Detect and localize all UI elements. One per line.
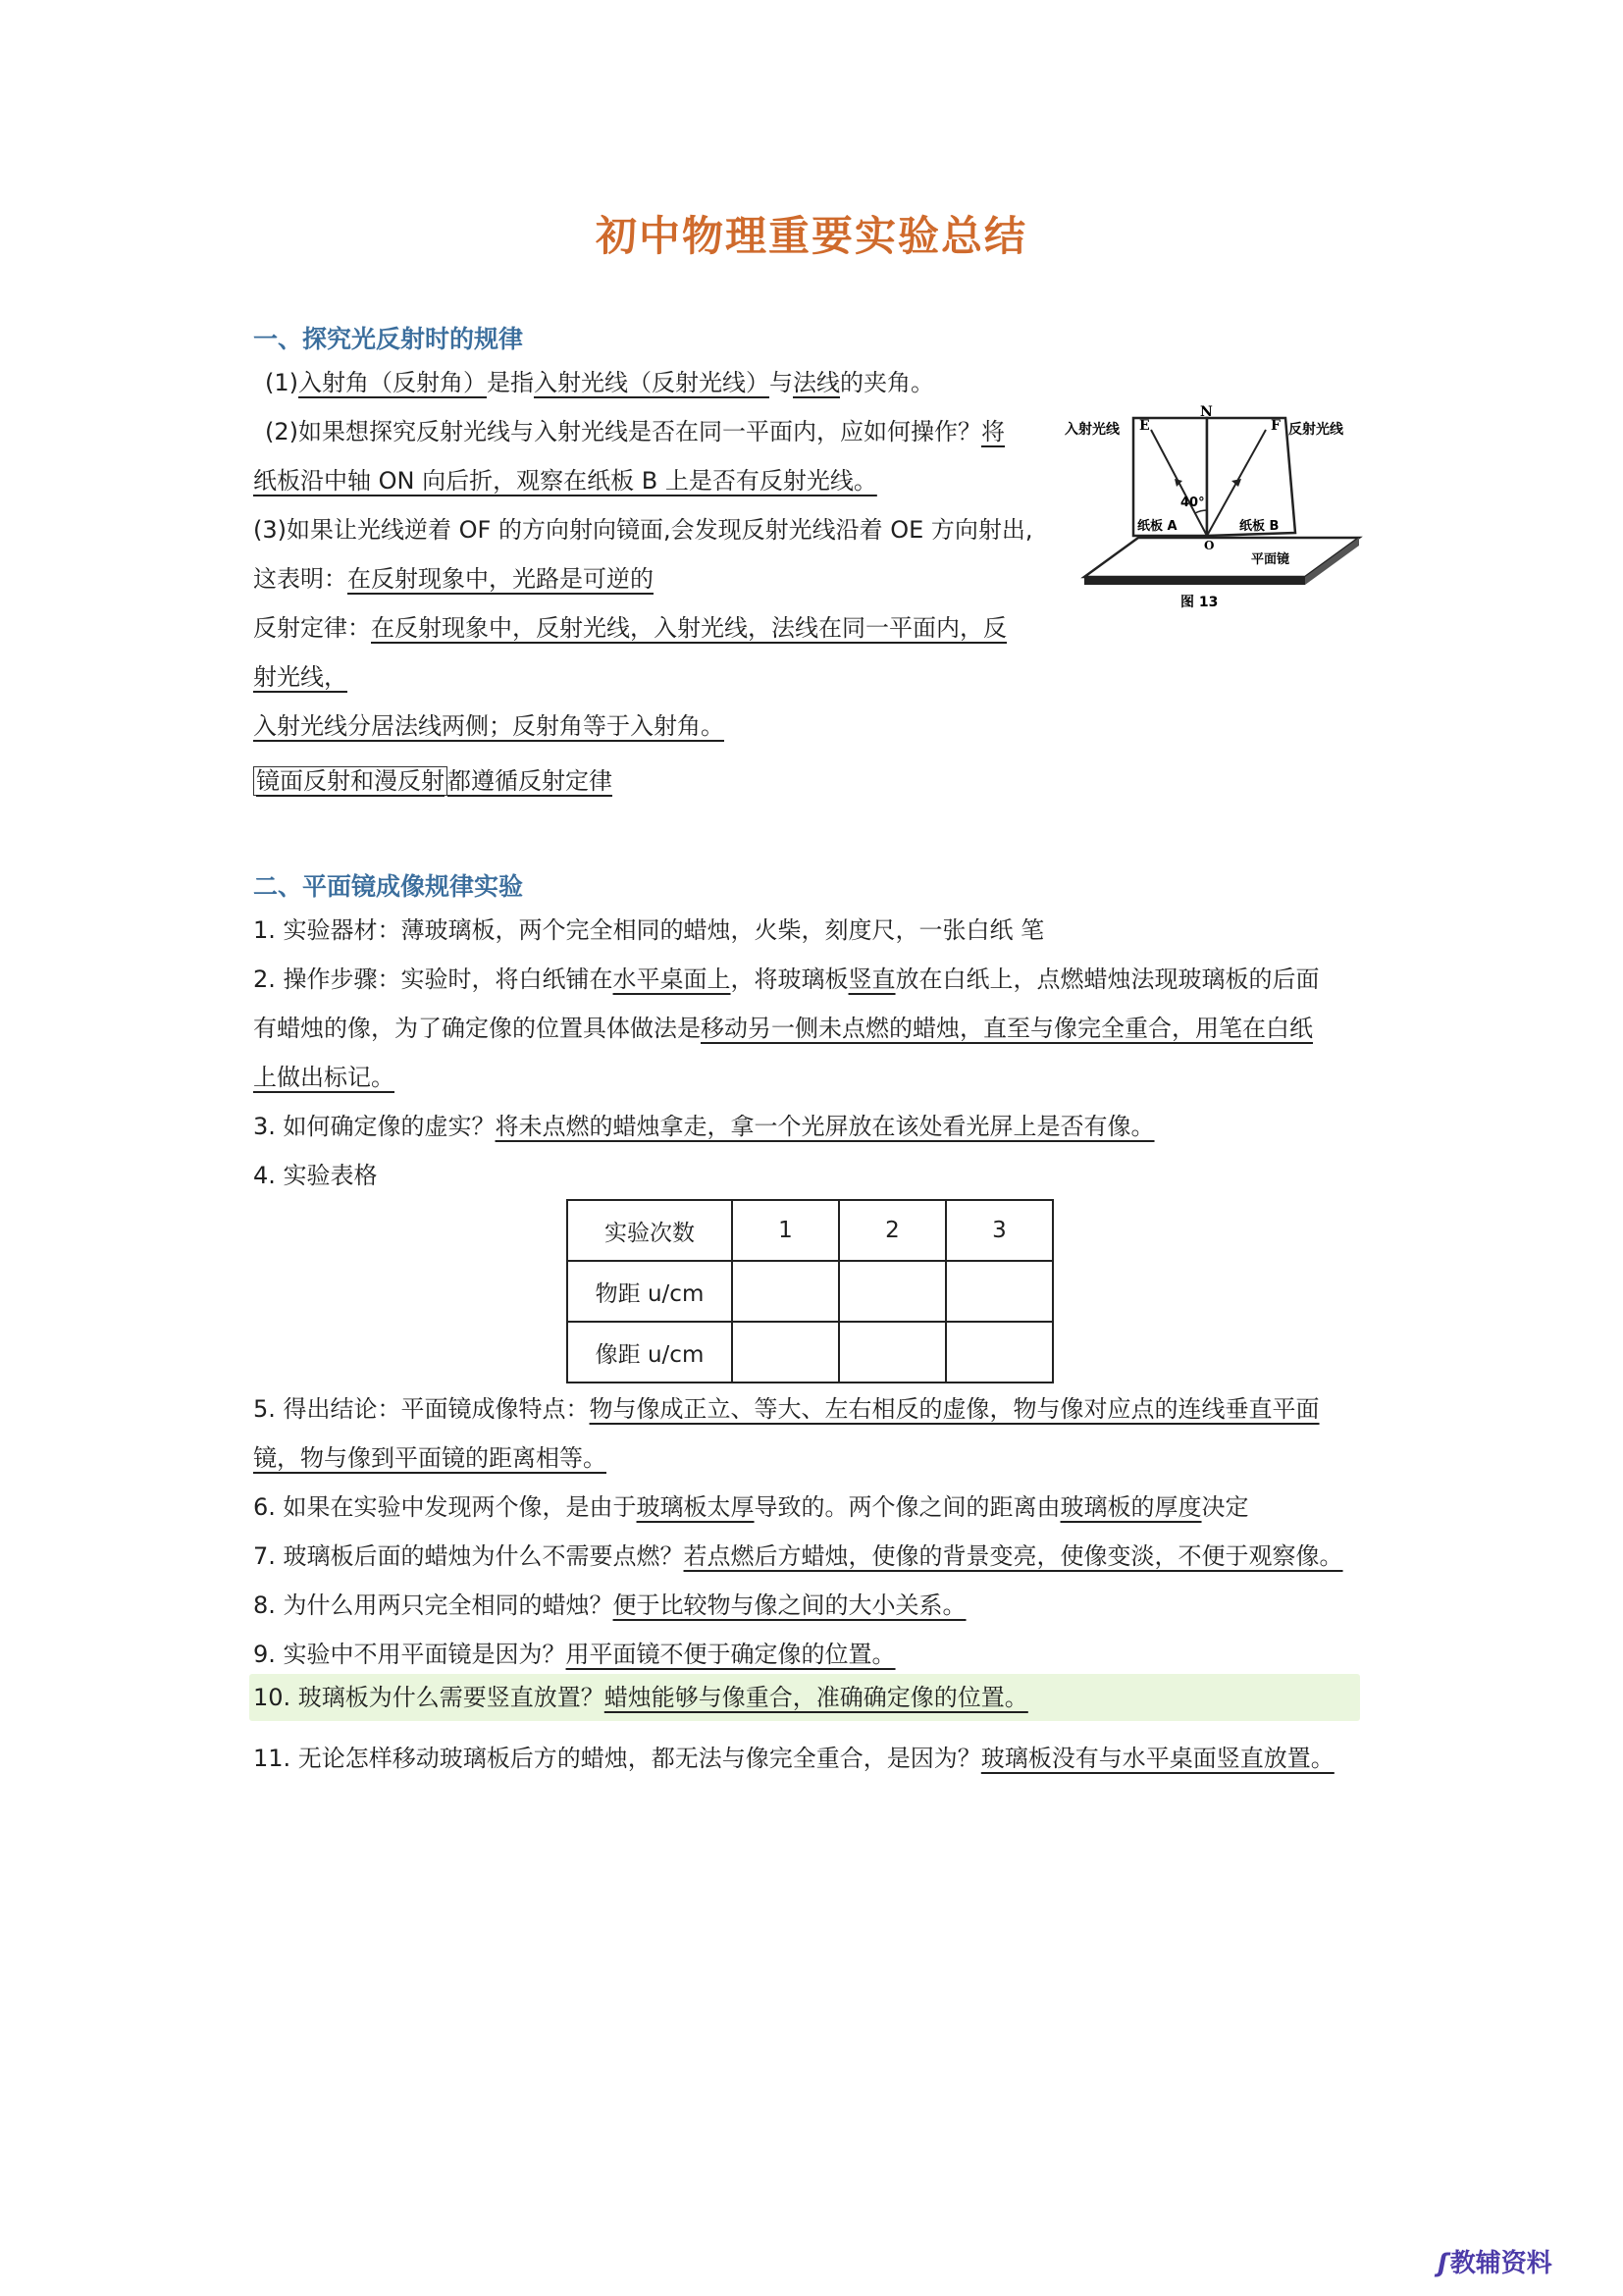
board-b-label: 纸板 B <box>1239 519 1280 534</box>
reflection-diagram <box>1065 400 1369 611</box>
s2-l9-e: 决定 <box>1201 1493 1249 1521</box>
table-header-cell: 1 <box>732 1200 839 1261</box>
s1-l9-a: 镜面反射和漫反射 <box>253 766 447 796</box>
table-row <box>567 1261 1053 1322</box>
table-cell <box>732 1261 839 1322</box>
s1-l1-e: 与 <box>769 369 793 396</box>
s1-l5-a: 这表明： <box>253 565 347 593</box>
s2-l8-a: 镜，物与像到平面镜的距离相等。 <box>253 1444 606 1472</box>
s2-line13 <box>253 1680 1028 1715</box>
s2-l5-b: 将未点燃的蜡烛拿走，拿一个光屏放在该处看光屏上是否有像。 <box>495 1113 1155 1140</box>
s1-l2-a: (2)如果想探究反射光线与入射光线是否在同一平面内，应如何操作？ <box>265 418 981 445</box>
mirror-front-edge <box>1084 577 1305 585</box>
angle-label: 40° <box>1180 496 1205 510</box>
s2-l14-a: 11. 无论怎样移动玻璃板后方的蜡烛，都无法与像完全重合，是因为？ <box>253 1745 981 1772</box>
label-e: E <box>1139 418 1150 434</box>
table-cell <box>946 1322 1053 1383</box>
s2-l14-b: 玻璃板没有与水平桌面竖直放置。 <box>980 1745 1335 1772</box>
table-row <box>567 1322 1053 1383</box>
s1-line3 <box>253 463 877 498</box>
s2-line10 <box>253 1539 1343 1574</box>
s2-l2-c: ，将玻璃板 <box>730 965 849 993</box>
s1-l6-a: 反射定律： <box>253 614 371 642</box>
section1-heading: 一、探究光反射时的规律 <box>253 325 524 353</box>
s1-l1-d: 入射光线（反射光线） <box>534 369 769 396</box>
s2-l11-b: 便于比较物与像之间的大小关系。 <box>612 1592 967 1619</box>
s2-l1-a: 1. 实验器材：薄玻璃板，两个完全相同的蜡烛，火柴，刻度尺，一张白纸 笔 <box>253 916 1045 944</box>
table-header-cell: 2 <box>839 1200 946 1261</box>
s1-l1-f: 法线 <box>793 369 840 396</box>
mirror-side-edge <box>1305 538 1359 585</box>
s1-line4 <box>253 512 1033 548</box>
s2-l6-a: 4. 实验表格 <box>253 1162 378 1189</box>
s2-l3-a: 有蜡烛的像，为了确定像的位置具体做法是 <box>253 1015 701 1042</box>
table-cell <box>732 1322 839 1383</box>
s2-l10-a: 7. 玻璃板后面的蜡烛为什么不需要点燃？ <box>253 1542 684 1570</box>
s2-l13-b: 蜡烛能够与像重合，准确确定像的位置。 <box>603 1684 1028 1711</box>
s2-l2-d: 竖直 <box>848 965 896 993</box>
label-n: N <box>1200 404 1213 420</box>
s2-line11 <box>253 1588 967 1623</box>
reflected-label: 反射光线 <box>1288 422 1343 438</box>
table-row-label: 物距 u/cm <box>567 1261 732 1322</box>
s1-line6 <box>253 610 1007 646</box>
s2-l3-b: 移动另一侧未点燃的蜡烛，直至与像完全重合，用笔在白纸 <box>701 1015 1313 1042</box>
s2-line7 <box>253 1391 1320 1427</box>
s1-l1-b: 入射角（反射角） <box>298 369 487 396</box>
s1-l5-b: 在反射现象中，光路是可逆的 <box>347 565 654 593</box>
s2-l4-a: 上做出标记。 <box>253 1064 394 1091</box>
s2-l13-a: 10. 玻璃板为什么需要竖直放置？ <box>253 1684 604 1711</box>
table-row-label: 像距 u/cm <box>567 1322 732 1383</box>
s1-l2-b: 将 <box>981 418 1005 445</box>
s2-line12 <box>253 1637 896 1672</box>
table-header-cell: 实验次数 <box>567 1200 732 1261</box>
watermark-logo-icon: ʃ <box>1438 2249 1448 2278</box>
s2-l9-d: 玻璃板的厚度 <box>1060 1493 1202 1521</box>
board-a-label: 纸板 A <box>1137 519 1178 534</box>
s2-line9 <box>253 1489 1249 1525</box>
s1-l1-g: 的夹角。 <box>840 369 934 396</box>
s1-line1 <box>265 365 934 400</box>
table-cell <box>839 1322 946 1383</box>
s1-line7 <box>253 659 347 695</box>
mirror-label: 平面镜 <box>1251 552 1290 567</box>
s2-l9-b: 玻璃板太厚 <box>636 1493 755 1521</box>
s2-l9-c: 导致的。两个像之间的距离由 <box>754 1493 1061 1521</box>
s1-l1-a: (1) <box>265 369 298 396</box>
s1-l6-b: 在反射现象中，反射光线，入射光线，法线在同一平面内，反 <box>371 614 1007 642</box>
figure-caption: 图 13 <box>1180 595 1219 610</box>
label-o: O <box>1204 539 1215 552</box>
table-cell <box>839 1261 946 1322</box>
board-a <box>1133 418 1207 536</box>
s2-l9-a: 6. 如果在实验中发现两个像，是由于 <box>253 1493 637 1521</box>
incident-label: 入射光线 <box>1065 422 1120 438</box>
s2-l12-b: 用平面镜不便于确定像的位置。 <box>565 1641 896 1668</box>
s1-line9 <box>253 763 612 799</box>
watermark-text: 教辅资料 <box>1449 2249 1552 2278</box>
table-cell <box>946 1261 1053 1322</box>
s2-l2-e: 放在白纸上，点燃蜡烛法现玻璃板的后面 <box>895 965 1320 993</box>
s2-line3 <box>253 1011 1313 1046</box>
s2-line4 <box>253 1060 394 1095</box>
s2-l7-a: 5. 得出结论：平面镜成像特点： <box>253 1395 590 1423</box>
s1-l8-a: 入射光线分居法线两侧；反射角等于入射角。 <box>253 712 724 740</box>
section2-heading: 二、平面镜成像规律实验 <box>253 872 524 901</box>
s2-l10-b: 若点燃后方蜡烛，使像的背景变亮，使像变淡，不便于观察像。 <box>683 1542 1343 1570</box>
board-b <box>1207 418 1295 536</box>
s2-l2-b: 水平桌面上 <box>612 965 731 993</box>
s1-l3-a: 纸板沿中轴 ON 向后折，观察在纸板 B 上是否有反射光线。 <box>253 467 877 495</box>
s2-l2-a: 2. 操作步骤：实验时，将白纸铺在 <box>253 965 613 993</box>
watermark <box>1438 2243 1552 2279</box>
s1-line5 <box>253 561 654 597</box>
s2-line8 <box>253 1440 606 1476</box>
s1-l7-a: 射光线， <box>253 663 347 691</box>
s1-line8 <box>253 708 724 744</box>
page-title: 初中物理重要实验总结 <box>595 212 1027 260</box>
s2-l11-a: 8. 为什么用两只完全相同的蜡烛？ <box>253 1592 613 1619</box>
s2-l5-a: 3. 如何确定像的虚实？ <box>253 1113 496 1140</box>
s2-l7-b: 物与像成正立、等大、左右相反的虚像，物与像对应点的连线垂直平面 <box>589 1395 1320 1423</box>
s2-line14 <box>253 1741 1335 1776</box>
s1-l1-c: 是指 <box>487 369 534 396</box>
experiment-table <box>566 1199 1054 1383</box>
s2-line5 <box>253 1109 1155 1144</box>
s2-line6 <box>253 1158 378 1193</box>
label-f: F <box>1271 418 1281 434</box>
s2-line1 <box>253 913 1044 948</box>
s2-line2 <box>253 962 1320 997</box>
table-header-cell: 3 <box>946 1200 1053 1261</box>
s2-l12-a: 9. 实验中不用平面镜是因为？ <box>253 1641 566 1668</box>
s1-l4-a: (3)如果让光线逆着 OF 的方向射向镜面,会发现反射光线沿着 OE 方向射出, <box>253 516 1033 544</box>
s1-l9-b: 都遵循反射定律 <box>447 767 612 795</box>
s1-line2 <box>265 414 1005 449</box>
table-header-row <box>567 1200 1053 1261</box>
